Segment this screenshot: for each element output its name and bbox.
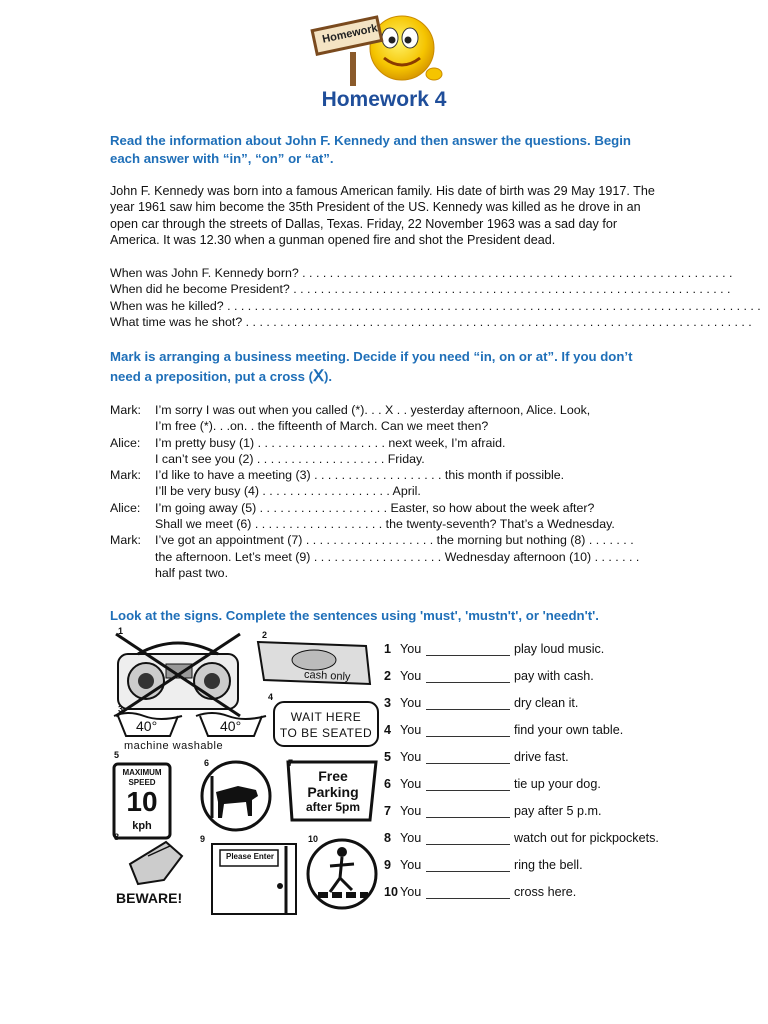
speed-sign-line1: MAXIMUM	[122, 768, 162, 777]
kennedy-questions	[110, 265, 761, 331]
exercise-number: 5	[384, 750, 392, 764]
dialog-text: I’d like to have a meeting (3) . . . . . . . . . . . . . . . . . . . this month if possible.	[155, 468, 565, 483]
dialog-speaker: Mark:	[110, 533, 141, 548]
exercise-row	[384, 773, 601, 791]
sign-number: 7	[288, 758, 294, 768]
exercise-number: 8	[384, 831, 392, 845]
exercise-subject: You	[400, 669, 422, 683]
sign-number: 10	[308, 834, 319, 844]
exercise-text: drive fast.	[514, 750, 569, 764]
section2-instruction	[110, 347, 660, 387]
temperature-label: 40°	[220, 718, 242, 734]
exercise-subject: You	[400, 804, 422, 818]
exercise-row	[384, 692, 578, 710]
exercise-number: 1	[384, 642, 392, 656]
kennedy-paragraph: John F. Kennedy was born into a famous American family. His date of birth was 29 May 1917. The year 1961 saw him become the 35th President of the US. Kennedy was killed as he drove in an open car through the streets of Dallas, Texas. Friday, 22 November 1963 was a sad day for America. It was 12.30 when a gunman opened fire and shot the President dead.	[110, 184, 655, 248]
parking-sign-line1: Free	[318, 768, 348, 784]
exercise-subject: You	[400, 723, 422, 737]
exercise-number: 6	[384, 777, 392, 791]
dialog-speaker	[110, 418, 155, 434]
exercise-subject: You	[400, 642, 422, 656]
cross-symbol: Ⅹ	[312, 368, 324, 385]
dialog-text: Shall we meet (6) . . . . . . . . . . . . . . . . . . . the twenty-seventh? That’s a Wednesday.	[155, 517, 615, 532]
section3-instruction: Look at the signs. Complete the sentences using 'must', 'mustn't', or 'needn't'.	[110, 608, 599, 623]
dialog-text: I’m pretty busy (1) . . . . . . . . . . . . . . . . . . . next week, I’m afraid.	[155, 435, 506, 450]
exercise-text: tie up your dog.	[514, 777, 601, 791]
dialog-line	[110, 402, 670, 418]
exercise-row	[384, 665, 594, 683]
exercise-subject: You	[400, 777, 422, 791]
answer-blank[interactable]	[426, 749, 510, 764]
temperature-label: 40°	[136, 718, 158, 734]
answer-blank[interactable]	[426, 668, 510, 683]
exercise-row	[384, 746, 569, 764]
sign-number: 2	[262, 630, 268, 640]
dialog-speaker: Alice:	[110, 435, 141, 450]
sign-number: 1	[118, 626, 124, 636]
answer-blank[interactable]	[426, 803, 510, 818]
dialog-speaker	[110, 565, 155, 581]
dialog-text: I’ll be very busy (4) . . . . . . . . . . . . . . . . . . . April.	[155, 484, 421, 499]
machine-washable-label: machine washable	[124, 740, 224, 752]
question-line: When did he become President? . . . . . . . . . . . . . . . . . . . . . . . . . . . . . . . . . . . . . . . . . . . . . . . . . . . . . . . . . . . . . . . .	[110, 282, 731, 297]
dialog-line	[110, 451, 670, 467]
exercise-text: dry clean it.	[514, 696, 579, 710]
dialog-text: I’m sorry I was out when you called (*). . . X . . yesterday afternoon, Alice. Look,	[155, 403, 591, 417]
dialog-speaker: Mark:	[110, 403, 141, 417]
logo-sign-text: Homework	[321, 22, 379, 46]
dialog-line	[110, 549, 670, 565]
pedestrian-crossing-icon	[308, 840, 376, 908]
dialog-line	[110, 565, 670, 581]
exercise-number: 2	[384, 669, 392, 683]
answer-blank[interactable]	[426, 857, 510, 872]
speed-sign-line2: SPEED	[128, 778, 156, 787]
dialog-speaker	[110, 451, 155, 467]
question-line: What time was he shot? . . . . . . . . . . . . . . . . . . . . . . . . . . . . . . . . . . . . . . . . . . . . . . . . . . . . . . . . . . . . . . . . . . . . . . . . . .	[110, 315, 752, 330]
page-title: Homework 4	[321, 88, 447, 111]
answer-blank[interactable]	[426, 776, 510, 791]
exercise-text: find your own table.	[514, 723, 624, 737]
dialog-line	[110, 516, 670, 532]
exercise-row	[384, 800, 602, 818]
exercise-row	[384, 854, 583, 872]
answer-blank[interactable]	[426, 722, 510, 737]
wait-sign-line2: TO BE SEATED	[279, 726, 373, 740]
sign-number: 9	[200, 834, 206, 844]
section2-instruction-text: Mark is arranging a business meeting. Decide if you need “in, on or at”. If you don’t need a preposition, put a cross (	[110, 349, 633, 384]
dialog-text: half past two.	[155, 565, 229, 580]
exercise-text: watch out for pickpockets.	[514, 831, 659, 845]
dialog-speaker	[110, 549, 155, 565]
dialog-text: I can’t see you (2) . . . . . . . . . . . . . . . . . . . Friday.	[155, 451, 425, 466]
dialog-line	[110, 532, 670, 548]
signs-illustration	[108, 624, 380, 914]
dialog-speaker: Mark:	[110, 468, 141, 483]
sign-number: 5	[114, 750, 120, 760]
please-enter-label: Please Enter	[225, 852, 275, 861]
dialog-text: I’ve got an appointment (7) . . . . . . . . . . . . . . . . . . . the morning but nothing (8) . . . . . . .	[155, 533, 634, 548]
exercise-number: 4	[384, 723, 392, 737]
exercise-row	[384, 881, 576, 899]
dialog-text: I’m free (*). . .on. . the fifteenth of March. Can we meet then?	[155, 419, 489, 434]
parking-sign-line2: Parking	[307, 784, 359, 800]
dialog-speaker: Alice:	[110, 500, 141, 515]
business-dialog	[110, 402, 670, 581]
exercise-text: ring the bell.	[514, 858, 583, 872]
dialog-line	[110, 467, 670, 483]
exercise-subject: You	[400, 858, 422, 872]
exercise-text: pay with cash.	[514, 669, 594, 683]
cash-only-label: cash only	[303, 668, 351, 684]
exercise-number: 7	[384, 804, 392, 818]
dialog-text: I’m going away (5) . . . . . . . . . . . . . . . . . . . Easter, so how about the week after?	[155, 500, 595, 515]
sign-number: 3	[118, 704, 124, 714]
exercise-row	[384, 638, 604, 656]
exercise-text: cross here.	[514, 885, 577, 899]
dialog-line	[110, 418, 670, 434]
radio-icon	[116, 634, 240, 716]
dialog-speaker	[110, 516, 155, 532]
sign-number: 4	[268, 692, 274, 702]
answer-blank[interactable]	[426, 884, 510, 899]
question-line: When was John F. Kennedy born? . . . . . . . . . . . . . . . . . . . . . . . . . . . . . . . . . . . . . . . . . . . . . . . . . . . . . . . . . . . . . . .	[110, 266, 733, 280]
sign-number: 8	[114, 832, 120, 842]
question-line: When was he killed? . . . . . . . . . . . . . . . . . . . . . . . . . . . . . . . . . . . . . . . . . . . . . . . . . . . . . . . . . . . . . . . . . . . . . . . . . . . . . .	[110, 298, 761, 313]
sign-number: 6	[204, 758, 210, 768]
dialog-speaker	[110, 483, 155, 499]
exercise-subject: You	[400, 831, 422, 845]
dialog-line	[110, 483, 670, 499]
speed-sign-value: 10	[126, 786, 158, 817]
wait-sign-line1: WAIT HERE	[290, 710, 362, 724]
dialog-text: the afternoon. Let’s meet (9) . . . . . . . . . . . . . . . . . . . Wednesday afternoon (10) . . . . . . .	[155, 549, 640, 564]
answer-blank[interactable]	[426, 830, 510, 845]
exercise-row	[384, 719, 623, 737]
speed-sign-unit: kph	[132, 820, 152, 832]
exercise-text: play loud music.	[514, 642, 605, 656]
exercise-number: 10	[384, 885, 399, 899]
section2-instruction-end: ).	[323, 369, 333, 384]
dog-icon	[202, 762, 270, 830]
exercise-number: 3	[384, 696, 392, 710]
beware-label: BEWARE!	[116, 890, 183, 906]
dialog-line	[110, 500, 670, 516]
pickpocket-icon	[130, 842, 182, 884]
answer-blank[interactable]	[426, 641, 510, 656]
exercise-number: 9	[384, 858, 392, 872]
dialog-line	[110, 435, 670, 451]
exercise-subject: You	[400, 885, 422, 899]
exercise-text: pay after 5 p.m.	[514, 804, 602, 818]
exercise-subject: You	[400, 696, 422, 710]
exercise-subject: You	[400, 750, 422, 764]
answer-blank[interactable]	[426, 695, 510, 710]
parking-sign-line3: after 5pm	[305, 800, 361, 814]
section1-instruction: Read the information about John F. Kennedy and then answer the questions. Begin each answer with “in”, “on” or “at”.	[110, 133, 631, 166]
homework-logo	[310, 6, 450, 90]
exercise-row	[384, 827, 659, 845]
